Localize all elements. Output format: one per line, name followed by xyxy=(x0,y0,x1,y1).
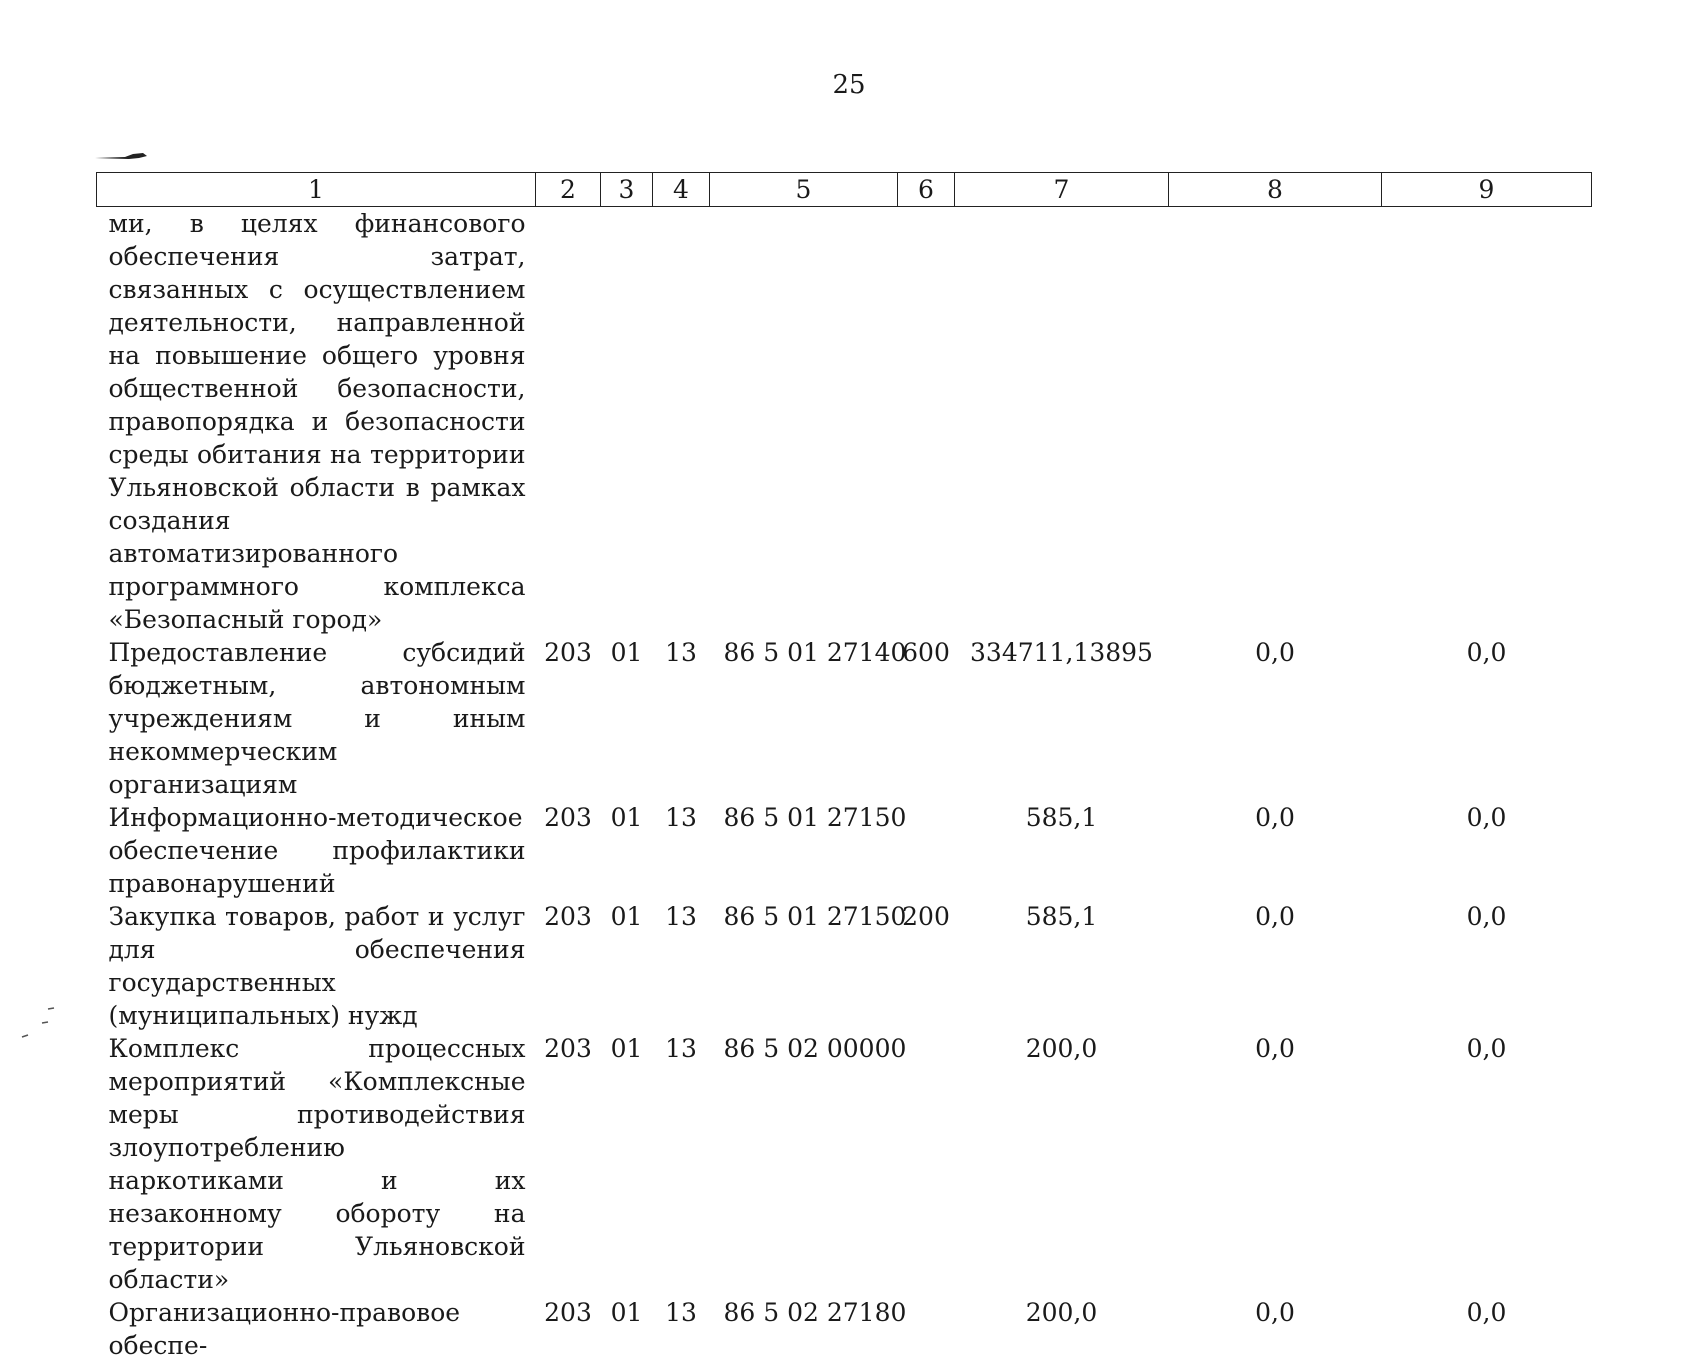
header-col-9: 9 xyxy=(1382,173,1592,207)
header-row xyxy=(97,173,1592,207)
cell-col-9: 0,0 xyxy=(1466,902,1507,931)
cell-col-3: 01 xyxy=(610,1034,643,1063)
header-col-6: 6 xyxy=(898,173,955,207)
cell-col-9: 0,0 xyxy=(1466,803,1507,832)
cell-col-8 xyxy=(1169,207,1382,637)
cell-col-5: 86 5 01 27140 xyxy=(723,638,907,667)
cell-col-6 xyxy=(898,1032,955,1296)
header-col-8: 8 xyxy=(1169,173,1382,207)
cell-col-7 xyxy=(955,207,1169,637)
page-number: 25 xyxy=(832,70,866,100)
cell-col-5 xyxy=(710,207,898,637)
header-col-1: 1 xyxy=(97,173,536,207)
header-col-2: 2 xyxy=(536,173,601,207)
cell-col-8: 0,0 xyxy=(1255,638,1295,667)
cell-col-5: 86 5 02 00000 xyxy=(723,1034,907,1063)
row-description: ми, в целях финансового обеспечения затрат, связанных с осуществлением деятельности, направленной на повышение общего уровня общественной безопасности, правопорядка и безопасности среды обитания на территории Ульяновской области в рамках создания автоматизированного программного комплекса «Безопасный город» xyxy=(108,209,526,634)
cell-col-3: 01 xyxy=(610,638,643,667)
table-row xyxy=(97,1296,1592,1362)
row-description: Комплекс процессных мероприятий «Комплексные меры противодействия злоупотреблению наркотиками и их незаконному обороту на территории Ульяновской области» xyxy=(108,1034,526,1294)
row-description: Закупка товаров, работ и услуг для обеспечения государственных (муниципальных) нужд xyxy=(108,902,526,1030)
cell-col-3: 01 xyxy=(610,803,643,832)
row-description: Информационно-методическое обеспечение профилактики правонарушений xyxy=(108,803,526,898)
cell-col-2: 203 xyxy=(544,638,592,667)
table-row xyxy=(97,1032,1592,1296)
header-col-3: 3 xyxy=(601,173,653,207)
header-col-5: 5 xyxy=(710,173,898,207)
cell-col-9 xyxy=(1382,207,1592,637)
cell-col-4: 13 xyxy=(665,803,697,832)
header-col-4: 4 xyxy=(653,173,710,207)
table-row xyxy=(97,801,1592,900)
cell-col-9: 0,0 xyxy=(1466,638,1507,667)
cell-col-2: 203 xyxy=(544,902,592,931)
cell-col-2: 203 xyxy=(544,1034,592,1063)
cell-col-9: 0,0 xyxy=(1466,1034,1507,1063)
cell-col-4: 13 xyxy=(665,902,697,931)
cell-col-7: 200,0 xyxy=(1025,1298,1098,1327)
cell-col-8: 0,0 xyxy=(1255,1034,1295,1063)
cell-col-8: 0,0 xyxy=(1255,803,1295,832)
cell-col-2: 203 xyxy=(544,1298,592,1327)
cell-col-5: 86 5 01 27150 xyxy=(723,803,907,832)
cell-col-2 xyxy=(536,207,601,637)
cell-col-3: 01 xyxy=(610,1298,643,1327)
row-description: Предоставление субсидий бюджетным, автономным учреждениям и иным некоммерческим организациям xyxy=(108,638,526,799)
cell-col-5: 86 5 02 27180 xyxy=(723,1298,907,1327)
cell-col-4 xyxy=(653,207,710,637)
scan-dash-icon xyxy=(20,1005,60,1045)
cell-col-7: 334711,13895 xyxy=(970,638,1153,667)
cell-col-8: 0,0 xyxy=(1255,1298,1295,1327)
table-row xyxy=(97,207,1592,637)
budget-table xyxy=(96,172,1592,1362)
scan-mark-icon xyxy=(95,148,155,162)
table-row xyxy=(97,636,1592,801)
cell-col-3 xyxy=(601,207,653,637)
cell-col-7: 200,0 xyxy=(1025,1034,1098,1063)
table-row xyxy=(97,900,1592,1032)
header-col-7: 7 xyxy=(955,173,1169,207)
cell-col-3: 01 xyxy=(610,902,643,931)
cell-col-7: 585,1 xyxy=(1025,902,1098,931)
cell-col-4: 13 xyxy=(665,638,697,667)
cell-col-6: 200 xyxy=(902,902,950,931)
cell-col-6 xyxy=(898,207,955,637)
cell-col-4: 13 xyxy=(665,1298,697,1327)
row-description: Организационно-правовое обеспе- xyxy=(108,1298,461,1360)
cell-col-9: 0,0 xyxy=(1466,1298,1507,1327)
cell-col-5: 86 5 01 27150 xyxy=(723,902,907,931)
cell-col-2: 203 xyxy=(544,803,592,832)
cell-col-7: 585,1 xyxy=(1025,803,1098,832)
cell-col-6: 600 xyxy=(902,638,950,667)
cell-col-8: 0,0 xyxy=(1255,902,1295,931)
cell-col-4: 13 xyxy=(665,1034,697,1063)
